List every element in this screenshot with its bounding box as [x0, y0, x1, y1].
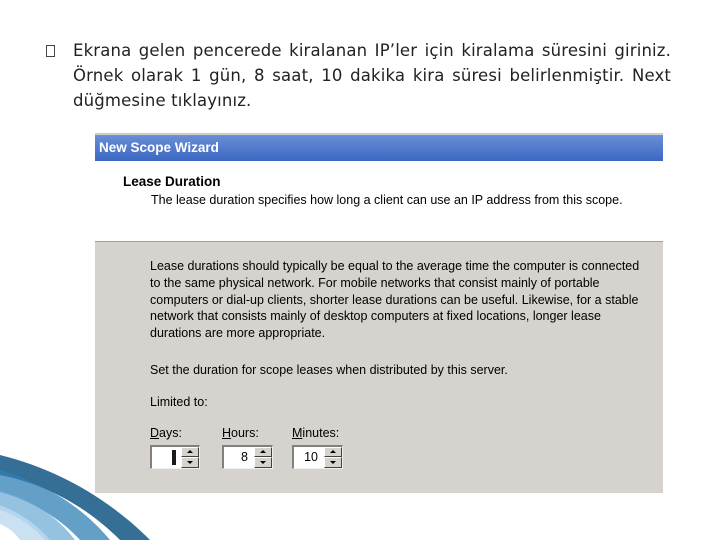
wizard-window	[95, 133, 663, 493]
body-text: Lease durations should typically be equal to the average time the computer is connected to the same physical network. For mobile networks that consist mainly of portable computers or dial-up clients, shorter lease durations can be useful. Likewise, for a stable network that consists mainly of desktop computers at fixed locations, longer lease durations are more appropriate.	[150, 259, 640, 341]
minutes-spin-up-icon[interactable]	[324, 447, 342, 457]
minutes-label	[292, 426, 339, 440]
header-description: The lease duration specifies how long a client can use an IP address from this scope.	[151, 193, 623, 207]
minutes-stepper[interactable]	[292, 445, 343, 469]
days-spin-up-icon[interactable]	[181, 447, 199, 457]
days-label-text: ays:	[159, 426, 182, 440]
days-spin-down-icon[interactable]	[181, 457, 199, 468]
minutes-label-accesskey: M	[292, 426, 303, 440]
days-label	[150, 426, 182, 440]
wizard-header	[95, 161, 663, 242]
bullet-icon	[46, 45, 55, 57]
hours-spin-up-icon[interactable]	[254, 447, 272, 457]
hours-label-text: ours:	[231, 426, 259, 440]
hours-label	[222, 426, 259, 440]
days-stepper[interactable]	[150, 445, 200, 469]
hours-stepper[interactable]	[222, 445, 273, 469]
header-title: Lease Duration	[123, 174, 221, 189]
days-value[interactable]: 1	[165, 450, 172, 464]
minutes-spin-down-icon[interactable]	[324, 457, 342, 468]
text-cursor	[172, 450, 176, 465]
minutes-label-text: inutes:	[302, 426, 340, 440]
hours-label-accesskey: H	[222, 426, 232, 440]
hours-spin-down-icon[interactable]	[254, 457, 272, 468]
duration-instruction: Set the duration for scope leases when distributed by this server.	[150, 363, 508, 377]
days-label-accesskey: D	[150, 426, 160, 440]
window-title: New Scope Wizard	[95, 135, 663, 161]
hours-value[interactable]: 8	[241, 450, 248, 464]
minutes-value[interactable]: 10	[304, 450, 318, 464]
slide-instruction: Ekrana gelen pencerede kiralanan IP’ler için kiralama süresini giriniz. Örnek olarak 1 gün, 8 saat, 10 dakika kira süresi belirlenmiştir. Next düğmesine tıklayınız.	[73, 41, 671, 110]
limited-to-label: Limited to:	[150, 395, 208, 409]
